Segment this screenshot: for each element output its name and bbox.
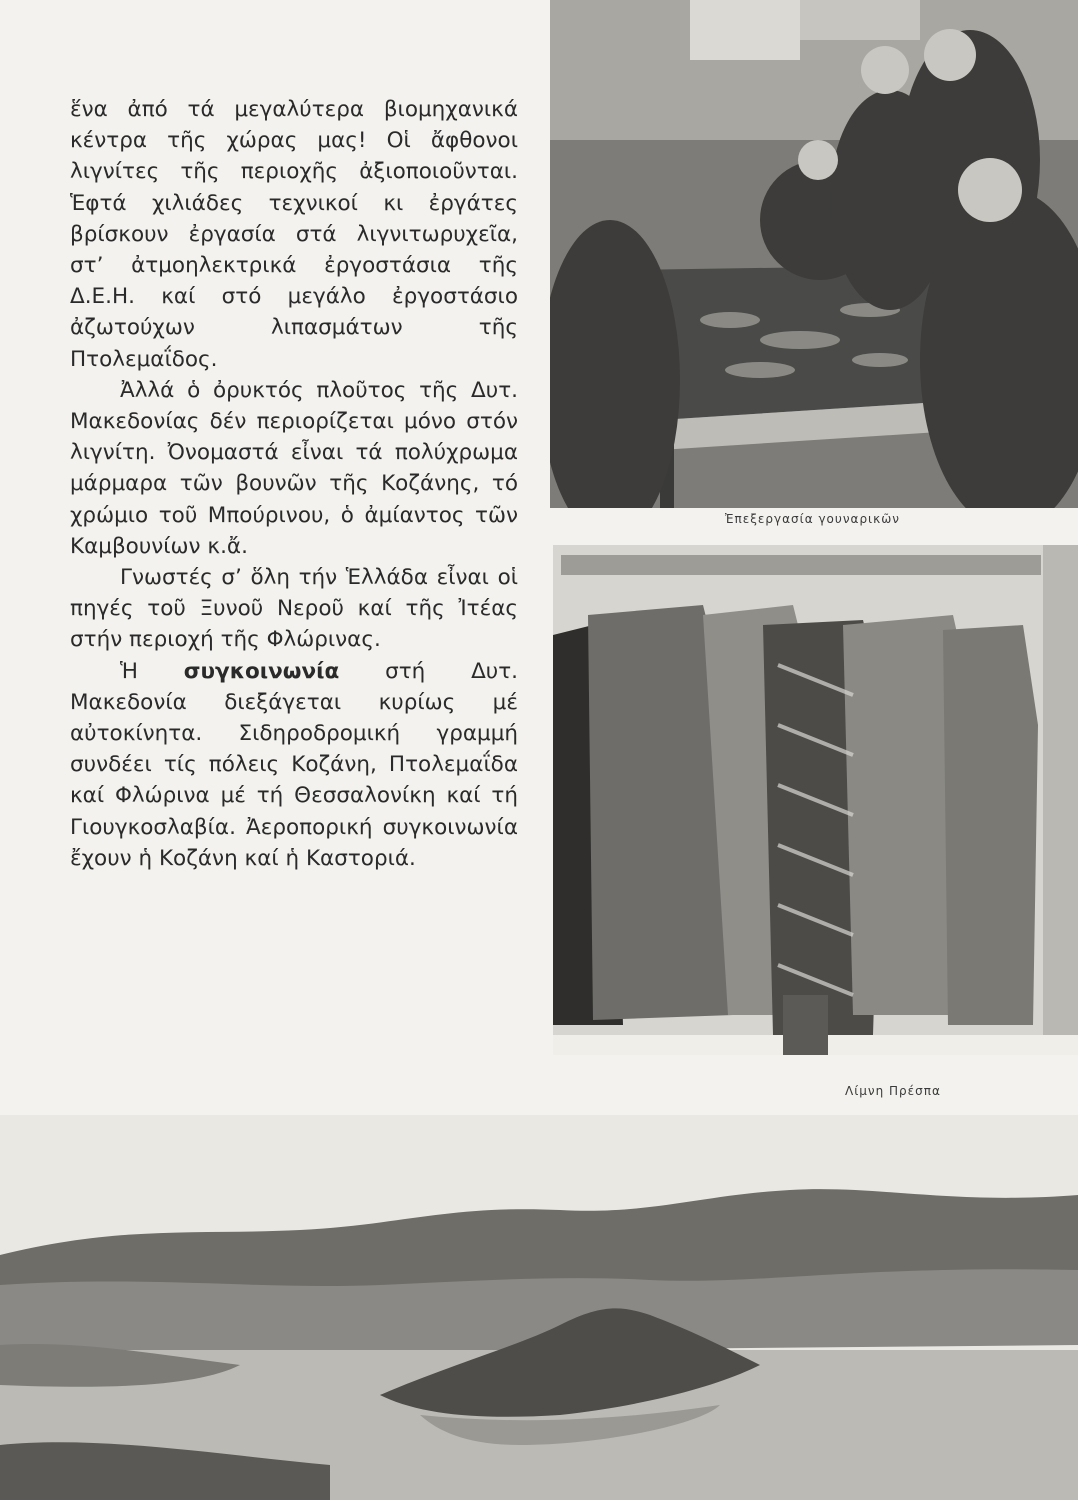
- caption-fur-workshop: Ἐπεξεργασία γουναρικῶν: [725, 512, 900, 526]
- body-text: [70, 94, 518, 874]
- fur-coats-image: [553, 545, 1078, 1055]
- paragraph-minerals: Ἀλλά ὁ ὀρυκτός πλοῦτος τῆς Δυτ. Μακεδονίας δέν περιορίζεται μόνο στόν λιγνίτη. Ὀνομαστά εἶναι τά πολύχρωμα μάρμαρα τῶν βουνῶν τῆς Κοζάνης, τό χρώμιο τοῦ Μπούρινου, ὁ ἀμίαντος τῶν Καμβουνίων κ.ἄ.: [70, 377, 518, 559]
- caption-lake: Λίμνη Πρέσπα: [845, 1084, 941, 1098]
- photo-fur-coats: [553, 545, 1078, 1055]
- paragraph-transport: [70, 656, 518, 874]
- transport-intro: Ἡ: [120, 658, 184, 684]
- photo-fur-workshop: [550, 0, 1078, 508]
- workshop-image: [550, 0, 1078, 508]
- lake-image: [0, 1115, 1078, 1500]
- paragraph-springs: Γνωστές σ’ ὅλη τήν Ἑλλάδα εἶναι οἱ πηγές τοῦ Ξυνοῦ Νεροῦ καί τῆς Ἰτέας στήν περιοχή τῆς Φλώρινας.: [70, 565, 518, 653]
- photo-lake-prespa: [0, 1115, 1078, 1500]
- transport-body: στή Δυτ. Μακεδονία διεξάγεται κυρίως μέ αὐτοκίνητα. Σιδηροδρομική γραμμή συνδέει τίς πόλεις Κοζάνη, Πτολεμαΐδα καί Φλώρινα μέ τή Θεσσαλονίκη καί τή Γιουγκοσλαβία. Ἀεροπορική συγκοινωνία ἔχουν ἡ Κοζάνη καί ἡ Καστοριά.: [70, 658, 519, 871]
- paragraph-industry: ἕνα ἀπό τά μεγαλύτερα βιομηχανικά κέντρα τῆς χώρας μας! Οἱ ἄφθονοι λιγνίτες τῆς περιοχῆς ἀξιοποιοῦνται. Ἑφτά χιλιάδες τεχνικοί κι ἐργάτες βρίσκουν ἐργασία στά λιγνιτωρυχεῖα, στ’ ἀτμοηλεκτρικά ἐργοστάσια τῆς Δ.Ε.Η. καί στό μεγάλο ἐργοστάσιο ἀζωτούχων λιπασμάτων τῆς Πτολεμαΐδος.: [70, 97, 518, 372]
- keyword-transport: συγκοινωνία: [183, 658, 340, 684]
